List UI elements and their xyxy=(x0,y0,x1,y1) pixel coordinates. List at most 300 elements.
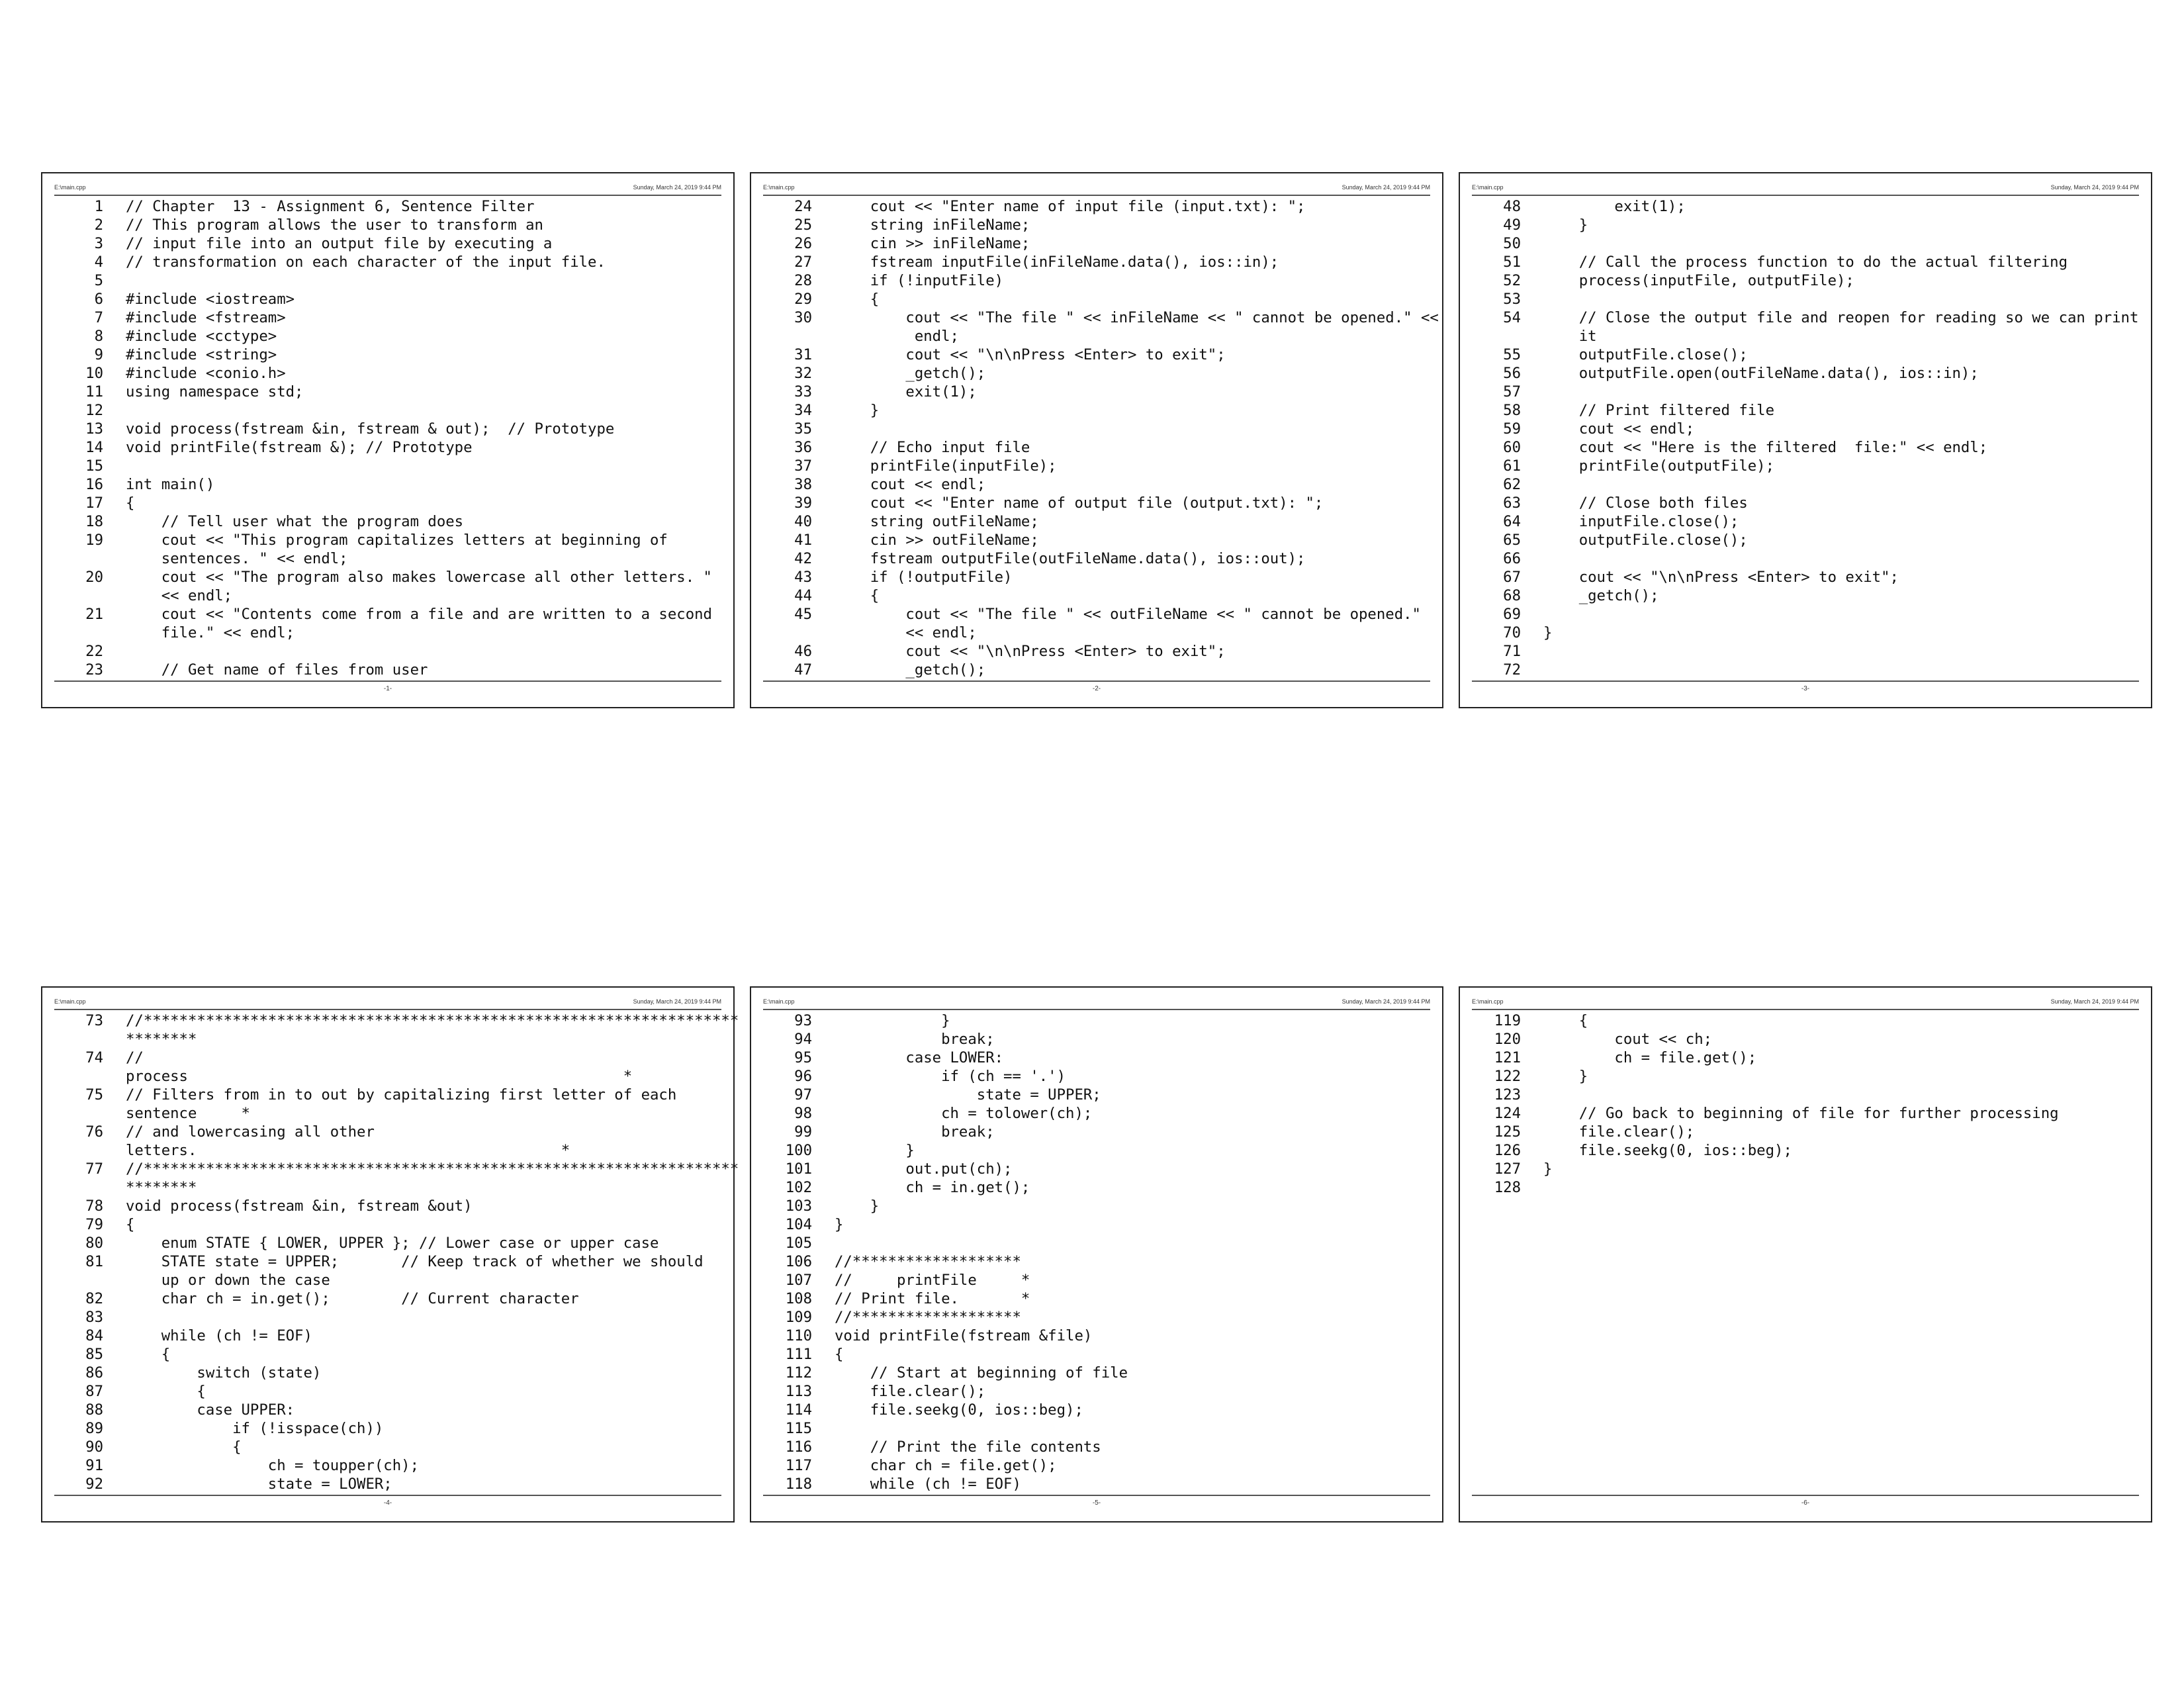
line-text: letters. * xyxy=(126,1142,570,1159)
line-number: 13 xyxy=(85,420,103,438)
line-number: 128 xyxy=(1494,1179,1521,1196)
code-line xyxy=(54,1327,721,1345)
code-listing xyxy=(54,1011,739,1493)
line-number: 12 xyxy=(85,402,103,419)
line-text: cout << "\n\nPress <Enter> to exit"; xyxy=(835,346,1226,363)
line-text: // Get name of files from user xyxy=(126,661,428,679)
code-line xyxy=(763,401,1430,420)
line-text: cout << "The program also makes lowercase all other letters. " xyxy=(126,569,712,586)
line-number: 121 xyxy=(1494,1049,1521,1066)
line-text: cout << "Enter name of input file (input.txt): "; xyxy=(835,198,1306,215)
line-number: 48 xyxy=(1503,198,1521,215)
line-number: 75 xyxy=(85,1086,103,1103)
code-line xyxy=(763,661,1430,679)
line-text: cout << "This program capitalizes letters at beginning of xyxy=(126,532,668,549)
code-line xyxy=(763,1215,1430,1234)
code-line xyxy=(763,1123,1430,1141)
line-number: 113 xyxy=(785,1383,812,1400)
code-line xyxy=(54,1252,721,1271)
line-text: ch = in.get(); xyxy=(835,1179,1030,1196)
line-text: cout << "The file " << inFileName << " cannot be opened." << xyxy=(835,309,1439,326)
line-text: inputFile.close(); xyxy=(1543,513,1739,530)
line-text: if (!isspace(ch)) xyxy=(126,1420,384,1437)
line-number: 72 xyxy=(1503,661,1521,679)
line-number: 108 xyxy=(785,1290,812,1307)
line-number: 8 xyxy=(94,328,103,345)
code-line xyxy=(54,401,721,420)
code-line xyxy=(54,1141,721,1160)
print-date: Sunday, March 24, 2019 9:44 PM xyxy=(633,998,721,1005)
file-path: E:\main.cpp xyxy=(54,184,86,191)
line-text: cout << "Enter name of output file (output.txt): "; xyxy=(835,494,1324,512)
line-number: 96 xyxy=(794,1068,812,1085)
line-number: 42 xyxy=(794,550,812,567)
line-number: 14 xyxy=(85,439,103,456)
code-line xyxy=(763,1271,1430,1289)
code-line xyxy=(763,1308,1430,1327)
page-header xyxy=(1472,184,2139,196)
code-line xyxy=(1472,457,2139,475)
line-text: string inFileName; xyxy=(835,216,1030,234)
line-number: 91 xyxy=(85,1457,103,1474)
line-number: 76 xyxy=(85,1123,103,1141)
line-text: _getch(); xyxy=(835,661,986,679)
line-text xyxy=(1543,549,2139,568)
code-line xyxy=(763,308,1439,327)
code-line xyxy=(54,308,721,327)
code-line xyxy=(763,438,1430,457)
line-number: 4 xyxy=(94,254,103,271)
line-number: 77 xyxy=(85,1160,103,1178)
footer-rule xyxy=(54,680,721,682)
line-number: 40 xyxy=(794,513,812,530)
line-number: 90 xyxy=(85,1438,103,1456)
line-text: case LOWER: xyxy=(835,1049,1004,1066)
line-number: 85 xyxy=(85,1346,103,1363)
line-text: //******************************************************************* xyxy=(126,1160,739,1178)
code-line xyxy=(1472,494,2139,512)
line-text: #include <iostream> xyxy=(126,291,295,308)
code-line xyxy=(54,1011,739,1030)
line-text: cout << "\n\nPress <Enter> to exit"; xyxy=(835,643,1226,660)
code-line xyxy=(763,216,1430,234)
line-text: cout << ch; xyxy=(1543,1031,1713,1048)
footer-rule xyxy=(1472,1495,2139,1496)
code-line xyxy=(763,383,1430,401)
footer-rule xyxy=(763,1495,1430,1496)
line-text xyxy=(835,420,1430,438)
code-line xyxy=(54,1049,721,1067)
footer-rule xyxy=(1472,680,2139,682)
line-number: 62 xyxy=(1503,476,1521,493)
code-line xyxy=(763,1475,1430,1493)
page-header xyxy=(763,184,1430,196)
line-text: file.clear(); xyxy=(835,1383,986,1400)
code-line xyxy=(1472,364,2139,383)
code-line xyxy=(1472,531,2139,549)
line-text: int main() xyxy=(126,476,215,493)
line-number: 69 xyxy=(1503,606,1521,623)
page-header xyxy=(1472,998,2139,1010)
line-text: outputFile.close(); xyxy=(1543,532,1748,549)
page-number: -1- xyxy=(383,685,392,692)
line-number: 106 xyxy=(785,1253,812,1270)
code-line xyxy=(763,1178,1430,1197)
line-number: 110 xyxy=(785,1327,812,1344)
code-line xyxy=(54,383,721,401)
line-number: 123 xyxy=(1494,1086,1521,1103)
code-line xyxy=(763,1030,1430,1049)
code-line xyxy=(1472,1141,2139,1160)
code-line xyxy=(1472,346,2139,364)
code-line xyxy=(54,1345,721,1364)
line-number: 81 xyxy=(85,1253,103,1270)
line-number: 20 xyxy=(85,569,103,586)
line-number: 65 xyxy=(1503,532,1521,549)
code-line xyxy=(1472,271,2139,290)
line-text: up or down the case xyxy=(126,1272,330,1289)
line-text: // Chapter 13 - Assignment 6, Sentence Filter xyxy=(126,198,535,215)
code-line xyxy=(763,568,1430,586)
code-line xyxy=(1472,512,2139,531)
line-text: switch (state) xyxy=(126,1364,322,1382)
line-number: 74 xyxy=(85,1049,103,1066)
line-text: } xyxy=(835,1197,880,1215)
code-listing xyxy=(1472,197,2139,679)
line-number: 9 xyxy=(94,346,103,363)
line-text xyxy=(1543,661,2139,679)
code-line xyxy=(54,420,721,438)
code-line xyxy=(54,1308,721,1327)
line-number xyxy=(54,1104,126,1123)
code-line xyxy=(763,1141,1430,1160)
line-text: { xyxy=(126,1438,242,1456)
line-number: 79 xyxy=(85,1216,103,1233)
line-text: { xyxy=(126,494,135,512)
code-line xyxy=(763,271,1430,290)
print-date: Sunday, March 24, 2019 9:44 PM xyxy=(633,184,721,191)
code-line xyxy=(54,586,721,605)
line-text: } xyxy=(1543,1160,1553,1178)
line-number: 30 xyxy=(794,309,812,326)
line-number: 105 xyxy=(785,1235,812,1252)
line-number: 37 xyxy=(794,457,812,475)
code-line xyxy=(54,605,721,624)
line-text: sentences. " << endl; xyxy=(126,550,348,567)
line-number: 70 xyxy=(1503,624,1521,641)
line-number: 45 xyxy=(794,606,812,623)
code-line xyxy=(763,1011,1430,1030)
page-4 xyxy=(41,986,739,1523)
line-number: 43 xyxy=(794,569,812,586)
code-line xyxy=(1472,327,2139,346)
line-number: 61 xyxy=(1503,457,1521,475)
code-line xyxy=(763,253,1430,271)
line-text: << endl; xyxy=(126,587,233,604)
line-text: file." << endl; xyxy=(126,624,295,641)
line-text: cout << "Contents come from a file and are written to a second xyxy=(126,606,712,623)
line-text: state = LOWER; xyxy=(126,1476,392,1493)
line-number: 66 xyxy=(1503,550,1521,567)
line-text: while (ch != EOF) xyxy=(835,1476,1021,1493)
code-line xyxy=(54,271,721,290)
print-date: Sunday, March 24, 2019 9:44 PM xyxy=(1342,998,1430,1005)
line-text: // xyxy=(126,1049,144,1066)
code-line xyxy=(763,642,1430,661)
code-line xyxy=(54,494,721,512)
line-number: 17 xyxy=(85,494,103,512)
code-listing xyxy=(1472,1011,2139,1475)
code-line xyxy=(763,1419,1430,1438)
line-number: 103 xyxy=(785,1197,812,1215)
line-number: 68 xyxy=(1503,587,1521,604)
code-line xyxy=(763,531,1430,549)
page-5 xyxy=(750,986,1443,1523)
line-text: out.put(ch); xyxy=(835,1160,1013,1178)
line-number: 33 xyxy=(794,383,812,400)
line-number xyxy=(54,1030,126,1049)
line-number: 92 xyxy=(85,1476,103,1493)
line-text: // Start at beginning of file xyxy=(835,1364,1128,1382)
line-number: 89 xyxy=(85,1420,103,1437)
code-line xyxy=(763,1160,1430,1178)
line-text xyxy=(835,1419,1430,1438)
code-line xyxy=(1472,475,2139,494)
code-line xyxy=(1472,401,2139,420)
line-number: 114 xyxy=(785,1401,812,1419)
line-text xyxy=(126,457,721,475)
line-text: void printFile(fstream &file) xyxy=(835,1327,1093,1344)
line-number: 1 xyxy=(94,198,103,215)
page-header xyxy=(763,998,1430,1010)
line-number: 124 xyxy=(1494,1105,1521,1122)
code-line xyxy=(54,1178,721,1197)
line-text xyxy=(835,1234,1430,1252)
line-text: if (ch == '.') xyxy=(835,1068,1066,1085)
code-line xyxy=(1472,1160,2139,1178)
line-number: 7 xyxy=(94,309,103,326)
line-number: 35 xyxy=(794,420,812,438)
line-text: { xyxy=(835,291,880,308)
code-line xyxy=(763,1364,1430,1382)
line-text: char ch = file.get(); xyxy=(835,1457,1057,1474)
line-text: } xyxy=(835,402,880,419)
line-text: if (!inputFile) xyxy=(835,272,1004,289)
line-text: char ch = in.get(); // Current character xyxy=(126,1290,579,1307)
line-number: 67 xyxy=(1503,569,1521,586)
line-text: cout << endl; xyxy=(1543,420,1695,438)
page-6 xyxy=(1459,986,2152,1523)
code-line xyxy=(1472,605,2139,624)
line-number xyxy=(763,327,835,346)
line-text: } xyxy=(835,1012,950,1029)
line-text xyxy=(1543,642,2139,661)
line-number: 58 xyxy=(1503,402,1521,419)
code-line xyxy=(763,624,1430,642)
code-line xyxy=(763,586,1430,605)
line-text: state = UPPER; xyxy=(835,1086,1101,1103)
line-number: 3 xyxy=(94,235,103,252)
line-text: printFile(inputFile); xyxy=(835,457,1057,475)
line-text: // Call the process function to do the actual filtering xyxy=(1543,254,2068,271)
code-line xyxy=(1472,308,2139,327)
line-number xyxy=(54,1271,126,1289)
line-number: 127 xyxy=(1494,1160,1521,1178)
code-line xyxy=(54,624,721,642)
line-text: process(inputFile, outputFile); xyxy=(1543,272,1854,289)
line-number: 122 xyxy=(1494,1068,1521,1085)
line-text: } xyxy=(1543,624,1553,641)
footer-rule xyxy=(763,680,1430,682)
code-line xyxy=(54,1123,721,1141)
line-text: //******************* xyxy=(835,1253,1021,1270)
line-number: 94 xyxy=(794,1031,812,1048)
line-number: 120 xyxy=(1494,1031,1521,1048)
file-path: E:\main.cpp xyxy=(763,998,795,1005)
line-number: 80 xyxy=(85,1235,103,1252)
line-number: 102 xyxy=(785,1179,812,1196)
line-number: 41 xyxy=(794,532,812,549)
code-line xyxy=(763,1086,1430,1104)
line-text xyxy=(1543,605,2139,624)
line-number: 32 xyxy=(794,365,812,382)
code-line xyxy=(54,1382,721,1401)
code-line xyxy=(1472,1178,2139,1197)
line-text: // Print file. * xyxy=(835,1290,1030,1307)
code-line xyxy=(763,1382,1430,1401)
line-text: { xyxy=(126,1383,206,1400)
line-text: } xyxy=(1543,216,1588,234)
file-path: E:\main.cpp xyxy=(763,184,795,191)
code-line xyxy=(1472,661,2139,679)
line-text xyxy=(1543,234,2139,253)
line-text: string outFileName; xyxy=(835,513,1039,530)
line-text xyxy=(126,1308,721,1327)
line-number: 117 xyxy=(785,1457,812,1474)
page-number: -6- xyxy=(1801,1499,1810,1507)
code-line xyxy=(1472,383,2139,401)
line-number: 118 xyxy=(785,1476,812,1493)
line-number: 44 xyxy=(794,587,812,604)
line-text: { xyxy=(835,587,880,604)
line-text: cin >> inFileName; xyxy=(835,235,1030,252)
line-number: 11 xyxy=(85,383,103,400)
code-line xyxy=(54,346,721,364)
line-number: 78 xyxy=(85,1197,103,1215)
code-line xyxy=(54,1030,721,1049)
line-number: 51 xyxy=(1503,254,1521,271)
line-number: 57 xyxy=(1503,383,1521,400)
code-line xyxy=(763,1401,1430,1419)
page-number: -4- xyxy=(383,1499,392,1507)
file-path: E:\main.cpp xyxy=(1472,184,1504,191)
code-line xyxy=(1472,624,2139,642)
line-number: 16 xyxy=(85,476,103,493)
code-line xyxy=(54,234,721,253)
line-text: // Go back to beginning of file for further processing xyxy=(1543,1105,2059,1122)
code-line xyxy=(54,290,721,308)
code-line xyxy=(54,327,721,346)
line-text xyxy=(126,271,721,290)
line-text: ch = tolower(ch); xyxy=(835,1105,1093,1122)
code-line xyxy=(1472,1067,2139,1086)
code-line xyxy=(54,1271,721,1289)
code-line xyxy=(54,1104,721,1123)
code-line xyxy=(54,1086,721,1104)
page-3 xyxy=(1459,172,2152,708)
line-text: break; xyxy=(835,1123,995,1141)
line-number: 126 xyxy=(1494,1142,1521,1159)
line-number: 53 xyxy=(1503,291,1521,308)
line-number: 46 xyxy=(794,643,812,660)
code-line xyxy=(763,549,1430,568)
line-number: 64 xyxy=(1503,513,1521,530)
code-line xyxy=(763,1327,1430,1345)
code-listing xyxy=(54,197,721,679)
line-text: // Close both files xyxy=(1543,494,1748,512)
line-number: 28 xyxy=(794,272,812,289)
line-text: // input file into an output file by executing a xyxy=(126,235,553,252)
code-line xyxy=(763,346,1430,364)
code-listing xyxy=(763,1011,1430,1493)
line-text: //******************* xyxy=(835,1309,1021,1326)
code-line xyxy=(763,1104,1430,1123)
line-number: 116 xyxy=(785,1438,812,1456)
code-line xyxy=(54,1419,721,1438)
page-2 xyxy=(750,172,1443,708)
line-number: 55 xyxy=(1503,346,1521,363)
code-line xyxy=(54,475,721,494)
code-line xyxy=(763,512,1430,531)
line-text: // Filters from in to out by capitalizing first letter of each xyxy=(126,1086,677,1103)
line-text: cout << "The file " << outFileName << " cannot be opened." xyxy=(835,606,1421,623)
line-number: 23 xyxy=(85,661,103,679)
line-text: #include <fstream> xyxy=(126,309,286,326)
line-number: 21 xyxy=(85,606,103,623)
print-date: Sunday, March 24, 2019 9:44 PM xyxy=(1342,184,1430,191)
code-line xyxy=(1472,1011,2139,1030)
line-text: // Echo input file xyxy=(835,439,1030,456)
line-number: 5 xyxy=(94,272,103,289)
code-line xyxy=(763,475,1430,494)
code-line xyxy=(54,1364,721,1382)
line-number: 95 xyxy=(794,1049,812,1066)
line-number: 88 xyxy=(85,1401,103,1419)
line-text: // This program allows the user to transform an xyxy=(126,216,543,234)
code-line xyxy=(763,605,1430,624)
line-text: //******************************************************************* xyxy=(126,1012,739,1029)
code-line xyxy=(763,290,1430,308)
line-text xyxy=(1543,1178,2139,1197)
line-number: 63 xyxy=(1503,494,1521,512)
code-line xyxy=(54,1067,721,1086)
line-text: exit(1); xyxy=(835,383,977,400)
line-text: { xyxy=(126,1216,135,1233)
line-number: 38 xyxy=(794,476,812,493)
line-number xyxy=(1472,327,1543,346)
line-text: #include <cctype> xyxy=(126,328,277,345)
code-line xyxy=(1472,1123,2139,1141)
line-text: ch = file.get(); xyxy=(1543,1049,1757,1066)
line-text: cin >> outFileName; xyxy=(835,532,1039,549)
line-text: } xyxy=(835,1142,915,1159)
code-line xyxy=(1472,642,2139,661)
line-number: 100 xyxy=(785,1142,812,1159)
code-line xyxy=(54,364,721,383)
line-number: 25 xyxy=(794,216,812,234)
code-line xyxy=(1472,1030,2139,1049)
line-text: _getch(); xyxy=(1543,587,1659,604)
